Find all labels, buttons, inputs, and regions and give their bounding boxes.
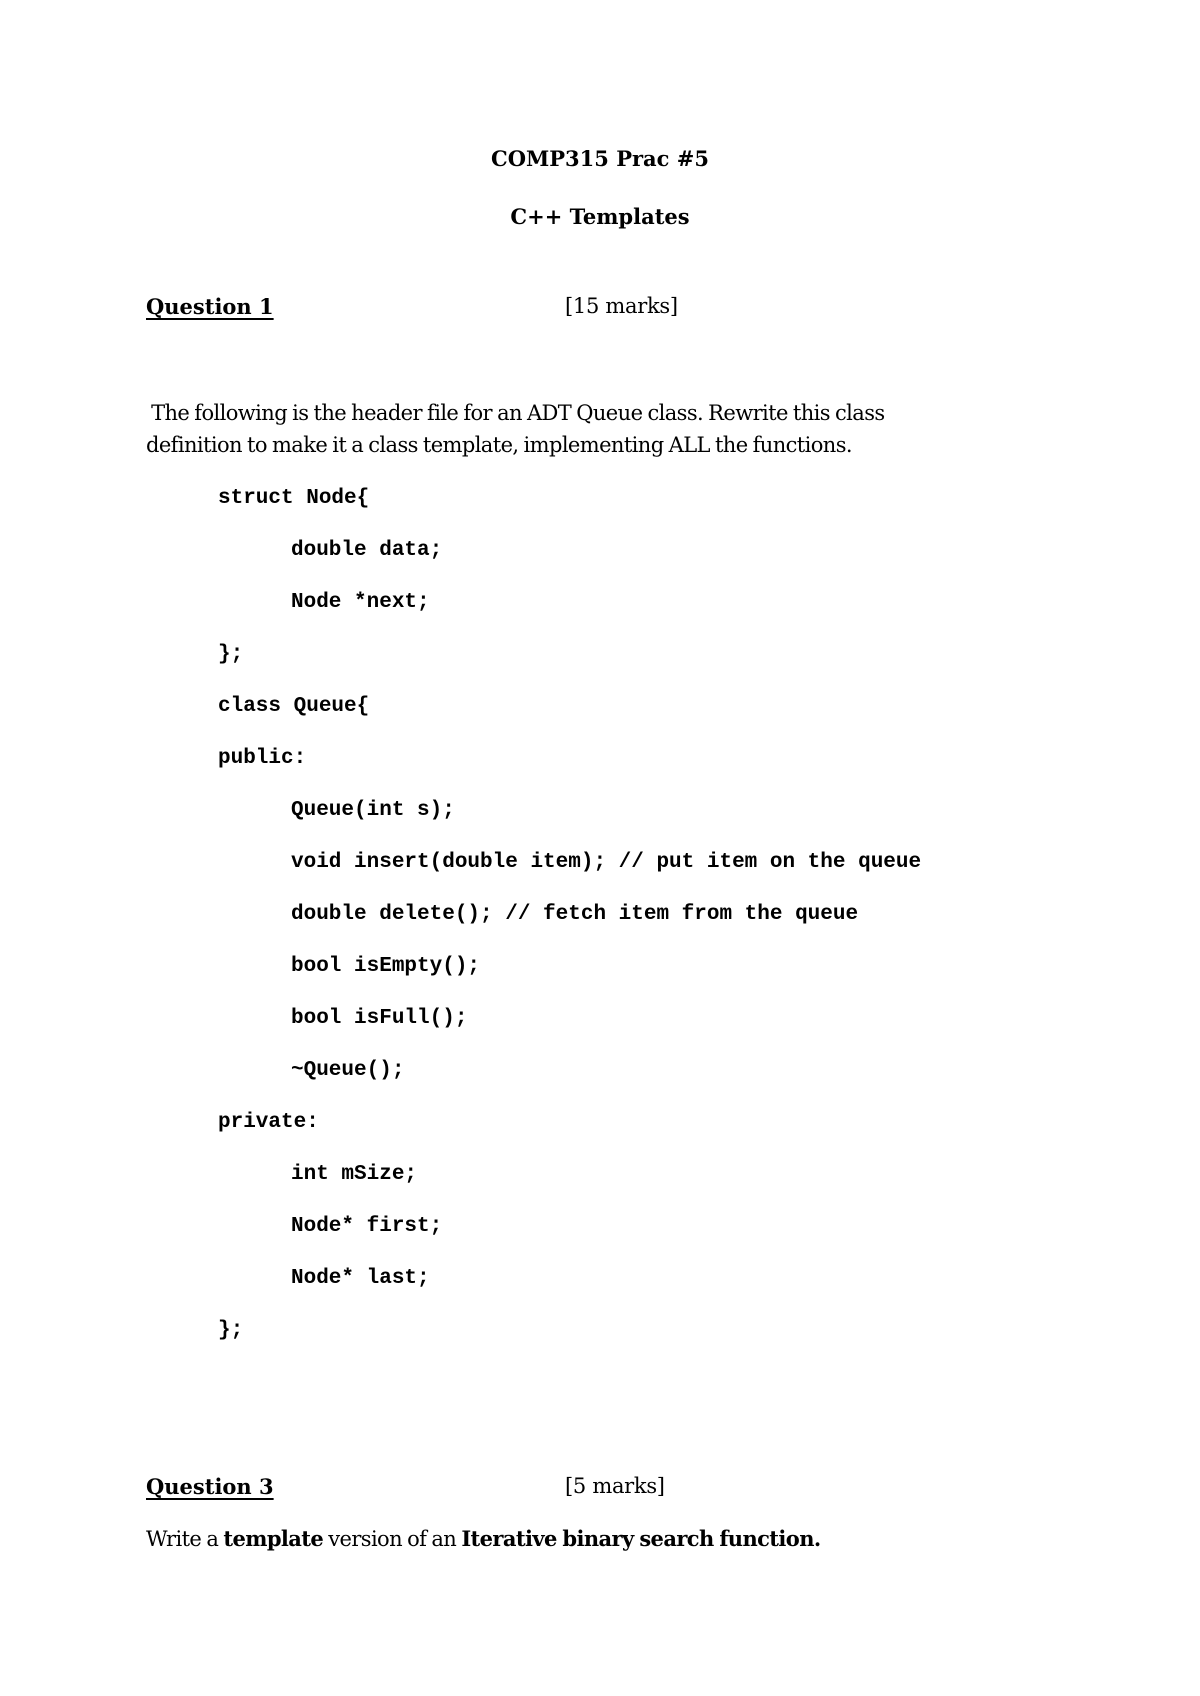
code-line: private: xyxy=(218,1111,319,1134)
code-line: class Queue{ xyxy=(218,695,370,718)
question-3-text-part-1: Write a xyxy=(146,1527,224,1551)
question-3-marks: [5 marks] xyxy=(565,1474,665,1498)
code-line: Node* last; xyxy=(291,1267,430,1290)
code-line: Queue(int s); xyxy=(291,799,455,822)
code-line: int mSize; xyxy=(291,1163,418,1186)
code-line: }; xyxy=(218,643,244,666)
code-line: Node* first; xyxy=(291,1215,443,1238)
code-line: bool isFull(); xyxy=(291,1007,468,1030)
question-1-heading: Question 1 xyxy=(146,294,274,319)
question-3-text-bold-2: Iterative binary search function. xyxy=(461,1526,821,1551)
code-line: ~Queue(); xyxy=(291,1059,405,1082)
code-line: bool isEmpty(); xyxy=(291,955,481,978)
code-line: struct Node{ xyxy=(218,487,370,510)
question-1-marks: [15 marks] xyxy=(565,294,678,318)
question-3-text-bold-1: template xyxy=(223,1526,324,1551)
code-line: }; xyxy=(218,1319,244,1342)
question-3-heading: Question 3 xyxy=(146,1474,274,1499)
question-3-text xyxy=(146,1526,821,1551)
question-1-intro-line-1: The following is the header file for an ADT Queue class. Rewrite this class xyxy=(146,401,885,425)
question-3-text-part-2: version of an xyxy=(323,1527,462,1551)
document-title: COMP315 Prac #5 xyxy=(491,146,709,171)
code-line: void insert(double item); // put item on the queue xyxy=(291,851,922,874)
document-subtitle: C++ Templates xyxy=(510,204,690,229)
code-line: Node *next; xyxy=(291,591,430,614)
question-1-intro-line-2: definition to make it a class template, implementing ALL the functions. xyxy=(146,433,852,457)
code-line: double data; xyxy=(291,539,443,562)
code-line: public: xyxy=(218,747,307,770)
code-line: double delete(); // fetch item from the queue xyxy=(291,903,859,926)
